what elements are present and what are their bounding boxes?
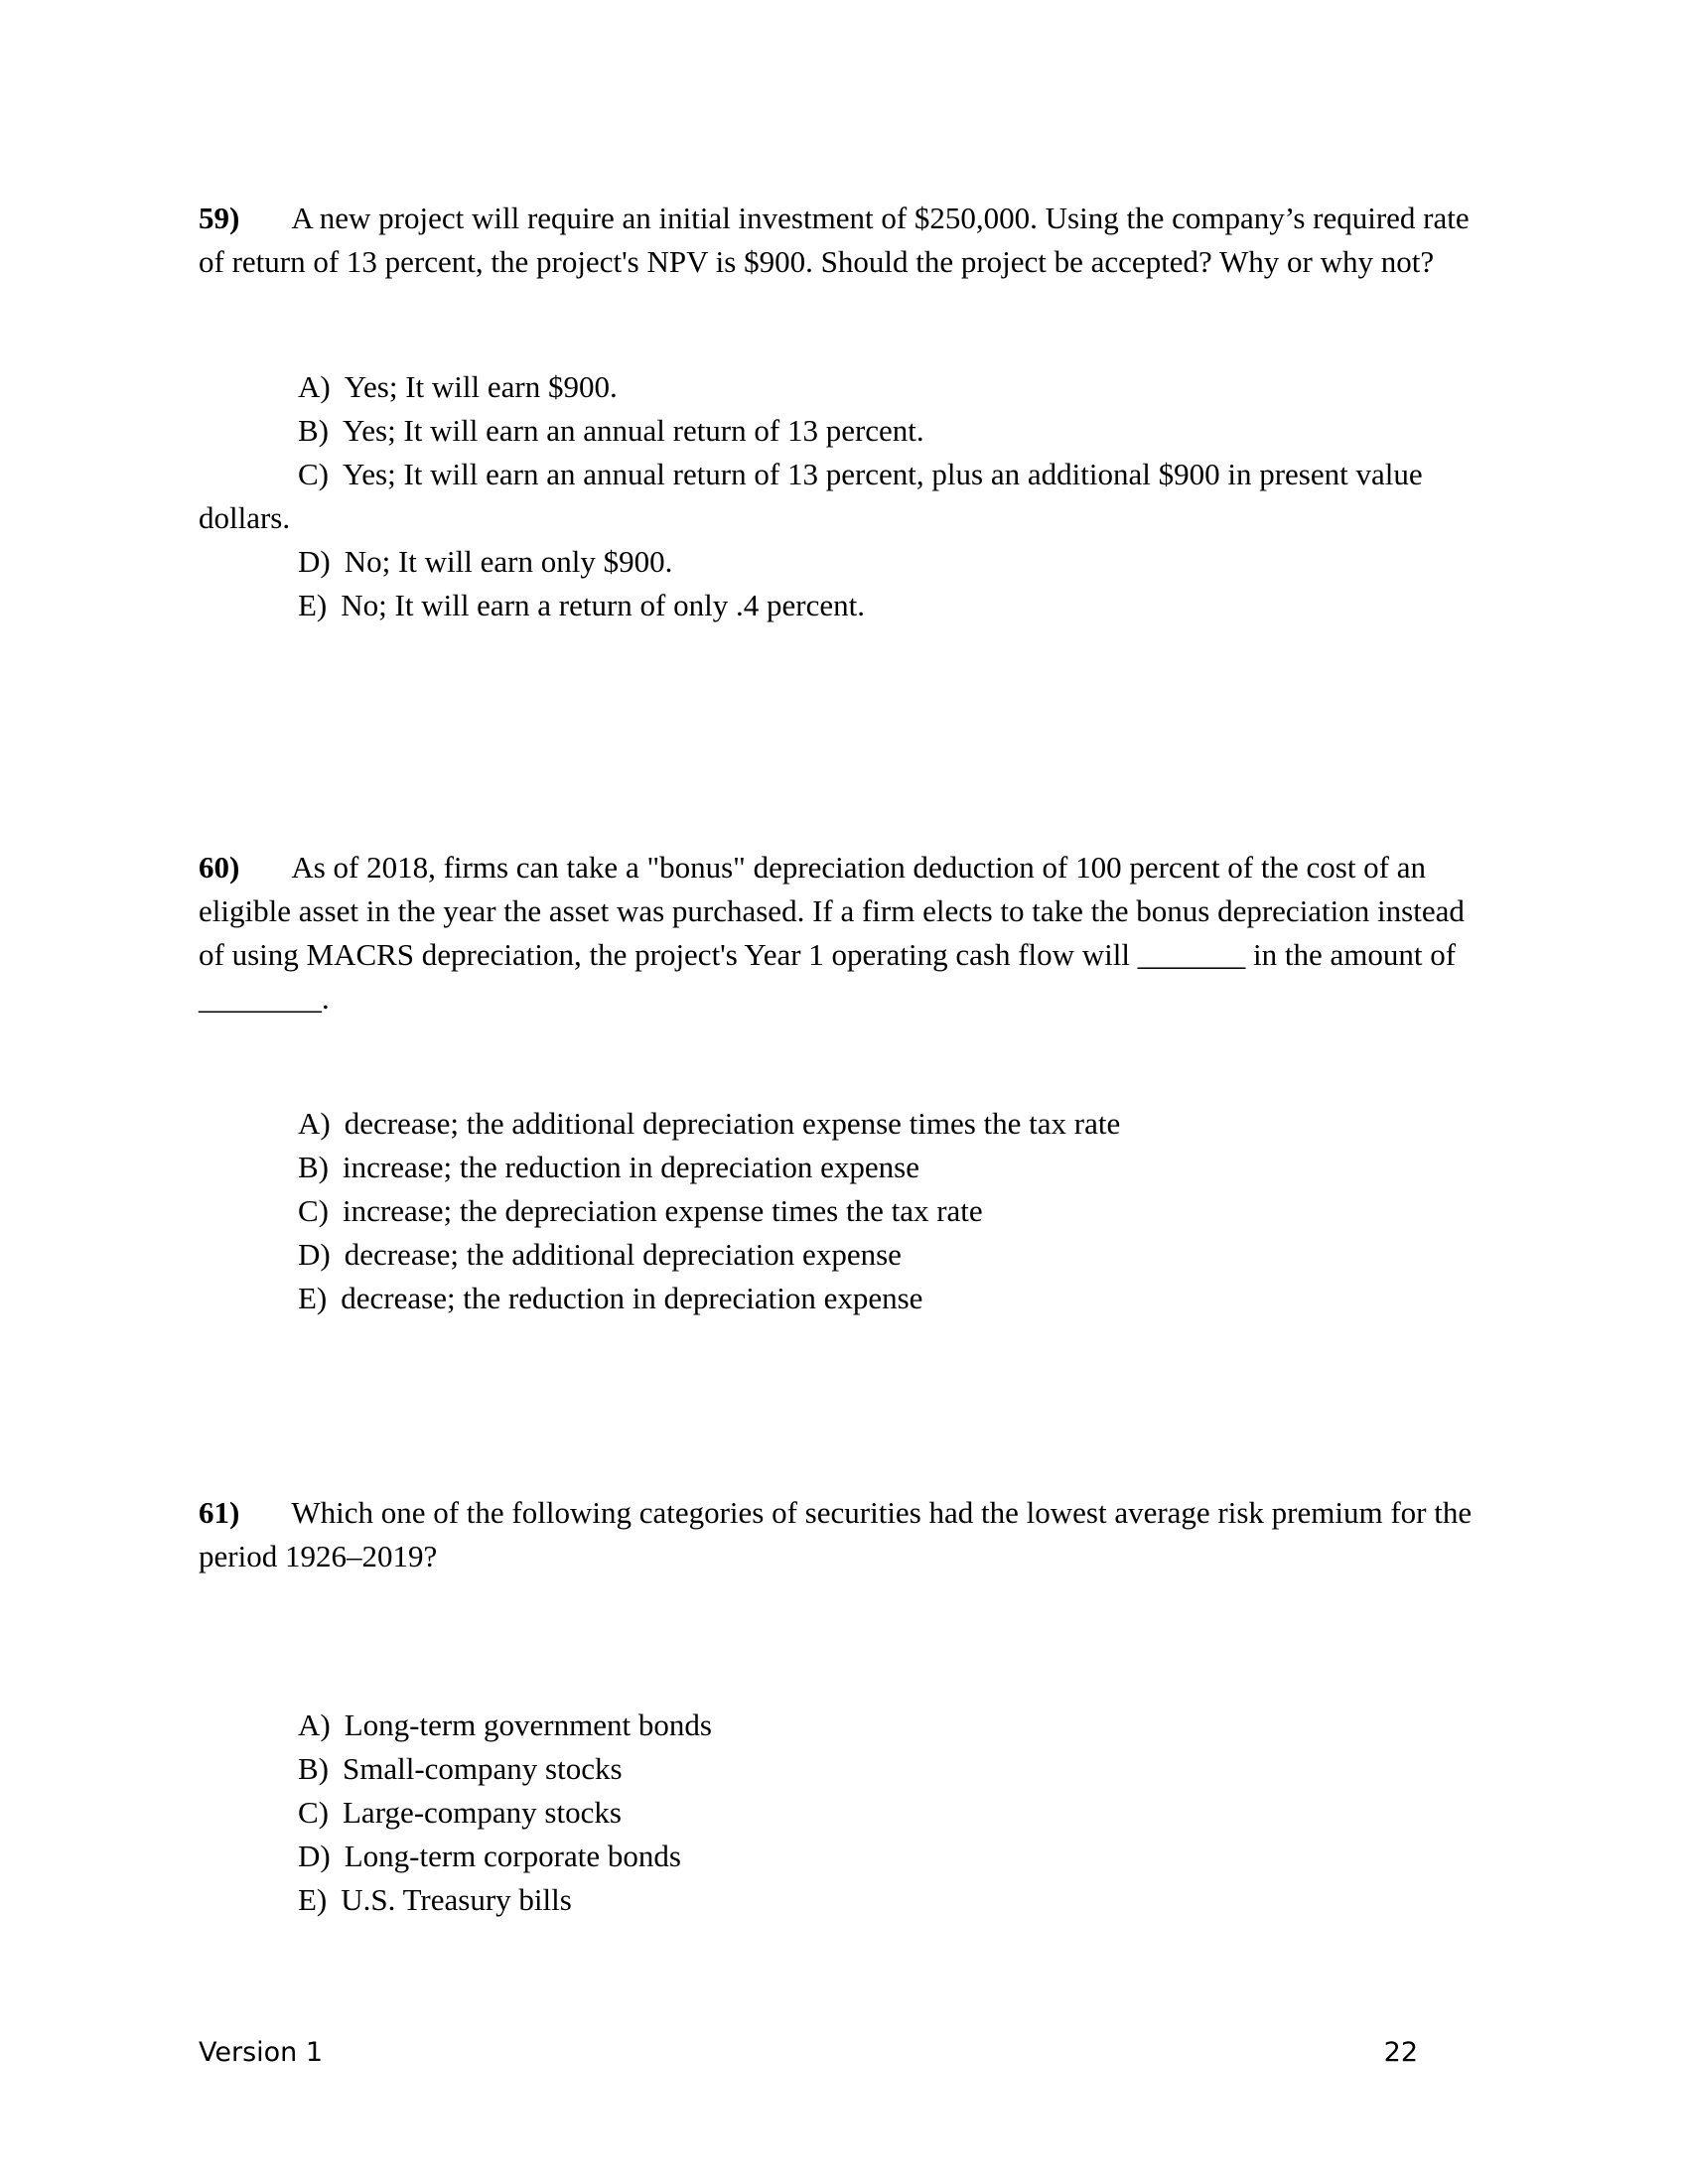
question-stem	[199, 1491, 1489, 1578]
answer-options	[199, 365, 1489, 627]
option-text: Long-term corporate bonds	[344, 1839, 681, 1873]
option-text: increase; the depreciation expense times the tax rate	[343, 1193, 983, 1228]
answer-option[interactable]	[199, 1747, 1489, 1791]
option-letter: C)	[298, 457, 329, 491]
option-letter: D)	[298, 544, 331, 579]
answer-option[interactable]	[199, 1791, 1489, 1835]
question-stem	[199, 197, 1489, 284]
answer-option[interactable]	[199, 1233, 1489, 1277]
answer-option[interactable]	[199, 409, 1489, 453]
answer-option[interactable]	[199, 1146, 1489, 1189]
option-letter: B)	[298, 1150, 329, 1184]
option-letter: C)	[298, 1193, 329, 1228]
question-number: 59)	[199, 201, 240, 235]
option-text: No; It will earn a return of only .4 percent.	[341, 588, 865, 622]
footer-version: Version 1	[199, 2037, 324, 2068]
question-text: As of 2018, firms can take a "bonus" depreciation deduction of 100 percent of the cost of an eligible asset in the year the asset was purchased. If a firm elects to take the bonus depreciation instead of using MACRS depreciation, the project's Year 1 operating cash flow will _______ in the amount of ________.	[199, 850, 1465, 1016]
question-60	[199, 846, 1489, 1320]
option-text: Yes; It will earn an annual return of 13 percent, plus an additional $900 in present value dollars.	[199, 457, 1423, 535]
option-letter: E)	[298, 1281, 328, 1315]
option-text: Small-company stocks	[343, 1751, 623, 1786]
option-text: decrease; the additional depreciation expense	[344, 1237, 902, 1272]
option-text: No; It will earn only $900.	[344, 544, 673, 579]
question-text: A new project will require an initial investment of $250,000. Using the company’s required rate of return of 13 percent, the project's NPV is $900. Should the project be accepted? Why or why not?	[199, 201, 1470, 279]
answer-option[interactable]	[199, 453, 1489, 540]
option-letter: A)	[298, 1106, 331, 1141]
option-letter: E)	[298, 1882, 328, 1917]
option-letter: B)	[298, 413, 329, 448]
option-letter: B)	[298, 1751, 329, 1786]
answer-option[interactable]	[199, 540, 1489, 584]
option-text: Yes; It will earn $900.	[344, 369, 618, 404]
question-61	[199, 1491, 1489, 1922]
option-text: Large-company stocks	[343, 1795, 622, 1830]
answer-option[interactable]	[199, 1102, 1489, 1146]
option-text: decrease; the additional depreciation expense times the tax rate	[344, 1106, 1121, 1141]
answer-option[interactable]	[199, 1835, 1489, 1878]
option-letter: A)	[298, 1707, 331, 1742]
question-stem	[199, 846, 1489, 1021]
question-number: 60)	[199, 850, 240, 885]
option-text: increase; the reduction in depreciation expense	[343, 1150, 919, 1184]
question-59	[199, 197, 1489, 627]
option-text: decrease; the reduction in depreciation expense	[341, 1281, 923, 1315]
option-letter: D)	[298, 1839, 331, 1873]
answer-option[interactable]	[199, 365, 1489, 409]
footer-page-number: 22	[1383, 2037, 1418, 2068]
option-text: U.S. Treasury bills	[341, 1882, 572, 1917]
option-text: Yes; It will earn an annual return of 13 percent.	[343, 413, 924, 448]
option-letter: E)	[298, 588, 328, 622]
answer-options	[199, 1102, 1489, 1320]
answer-option[interactable]	[199, 1189, 1489, 1233]
option-letter: D)	[298, 1237, 331, 1272]
answer-option[interactable]	[199, 584, 1489, 627]
answer-option[interactable]	[199, 1704, 1489, 1747]
answer-options	[199, 1704, 1489, 1922]
answer-option[interactable]	[199, 1277, 1489, 1320]
question-number: 61)	[199, 1495, 240, 1530]
option-letter: A)	[298, 369, 331, 404]
option-letter: C)	[298, 1795, 329, 1830]
answer-option[interactable]	[199, 1878, 1489, 1922]
option-text: Long-term government bonds	[344, 1707, 712, 1742]
question-text: Which one of the following categories of securities had the lowest average risk premium for the period 1926–2019?	[199, 1495, 1473, 1573]
